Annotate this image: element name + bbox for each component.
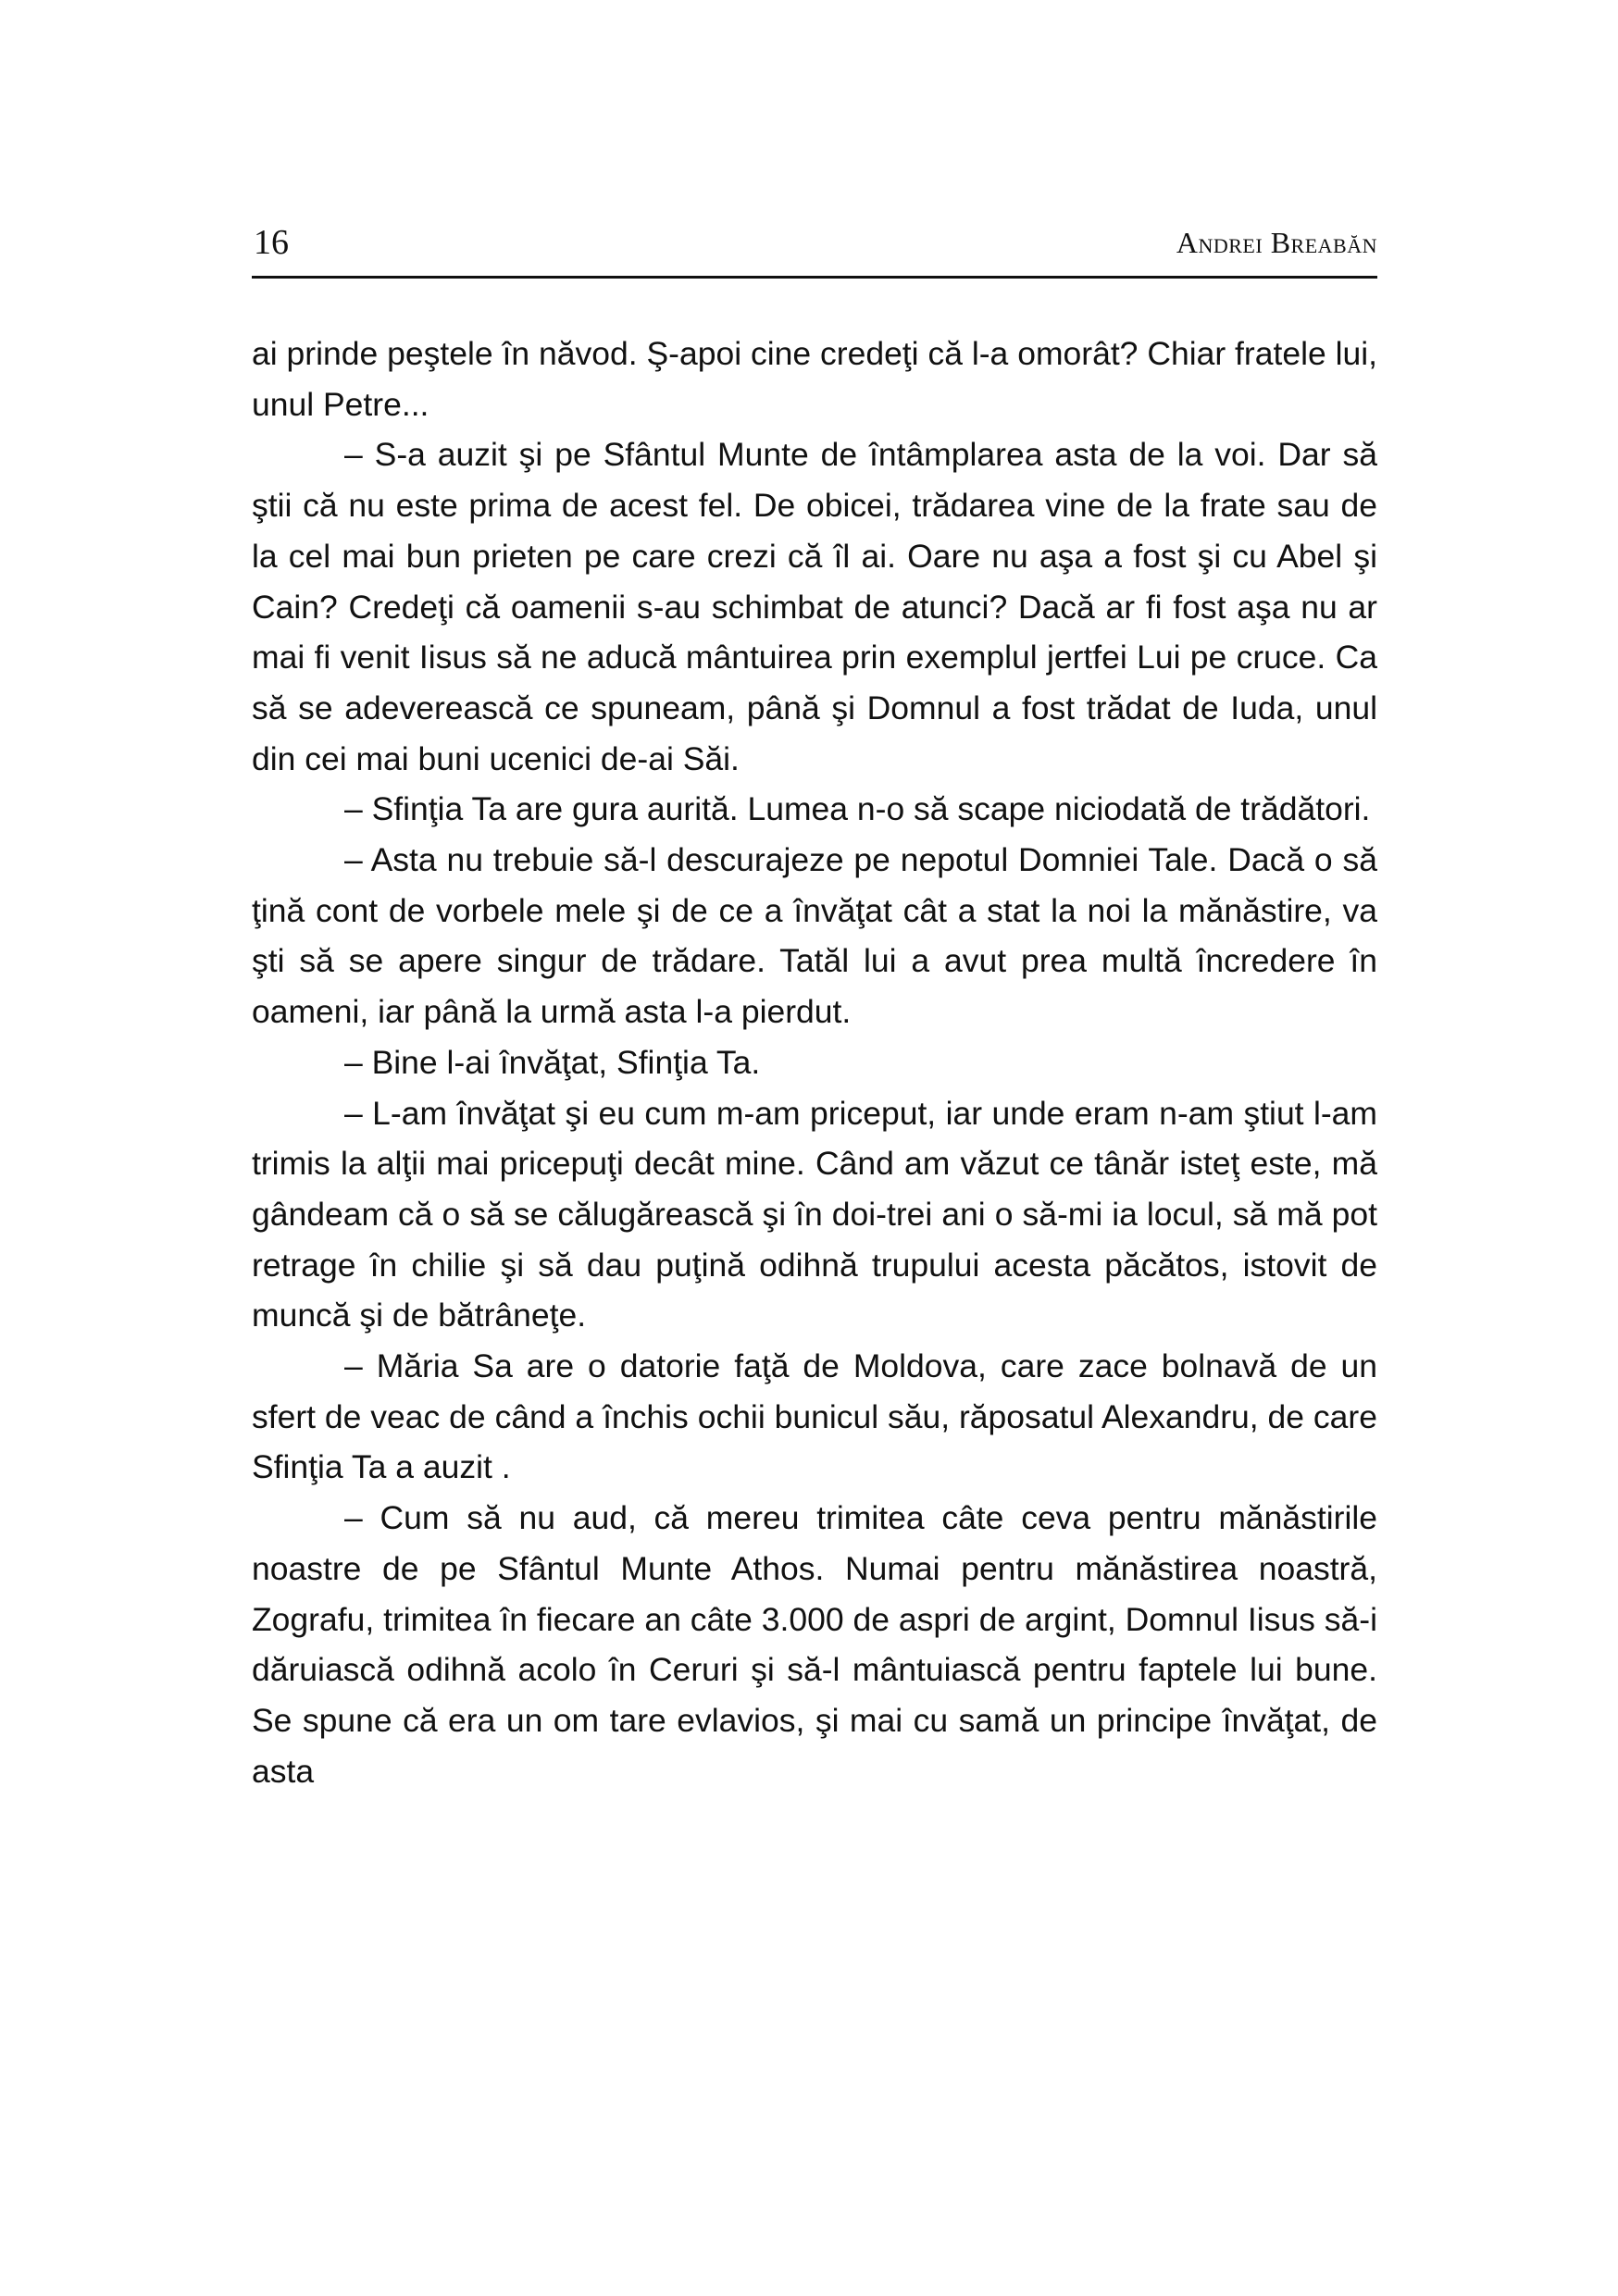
paragraph: – Asta nu trebuie să-l descurajeze pe nepotul Domniei Tale. Dacă o să ţină cont de vorbele mele şi de ce a învăţat cât a stat la noi la mănăstire, va şti să se apere singur de trădare. Tatăl lui a avut prea multă încredere în oameni, iar până la urmă asta l-a pierdut. bbox=[252, 841, 1377, 1031]
paragraph: – Sfinţia Ta are gura aurită. Lumea n-o să scape niciodată de trădători. bbox=[344, 790, 1371, 828]
running-head-author: Andrei Breabăn bbox=[1176, 226, 1377, 259]
paragraph: – Cum să nu aud, că mereu trimitea câte ceva pentru mănăstirile noastre de pe Sfântul Munte Athos. Numai pentru mănăstirea noastră, Zografu, trimitea în fiecare an câte 3.000 de aspri de argint, Domnul Iisus să-i dăruiască odihnă acolo în Ceruri şi să-l mântuiască pentru faptele lui bune. Se spune că era un om tare evlavios, şi mai cu samă un principe învăţat, de asta bbox=[252, 1499, 1377, 1790]
paragraph: ai prinde peştele în năvod. Ş-apoi cine credeţi că l-a omorât? Chiar fratele lui, unul Petre... bbox=[252, 335, 1377, 423]
body-text bbox=[252, 329, 1377, 1796]
paragraph: – L-am învăţat şi eu cum m-am priceput, iar unde eram n-am ştiut l-am trimis la alţii mai pricepuţi decât mine. Când am văzut ce tânăr isteţ este, mă gândeam că o să se călugărească şi în doi-trei ani o să-mi ia locul, să mă pot retrage în chilie şi să dau puţină odihnă trupului acesta păcătos, istovit de muncă şi de bătrâneţe. bbox=[252, 1094, 1377, 1334]
paragraph: – Măria Sa are o datorie faţă de Moldova, care zace bolnavă de un sfert de veac de când a închis ochii bunicul său, răposatul Alexandru, de care Sfinţia Ta a auzit . bbox=[252, 1347, 1377, 1486]
paragraph: – S-a auzit şi pe Sfântul Munte de întâmplarea asta de la voi. Dar să ştii că nu este prima de acest fel. De obicei, trădarea vine de la frate sau de la cel mai bun prieten pe care crezi că îl ai. Oare nu aşa a fost şi cu Abel şi Cain? Credeţi că oamenii s-au schimbat de atunci? Dacă ar fi fost aşa nu ar mai fi venit Iisus să ne aducă mântuirea prin exemplul jertfei Lui pe cruce. Ca să se adeverească ce spuneam, până şi Domnul a fost trădat de Iuda, unul din cei mai buni ucenici de-ai Săi. bbox=[252, 436, 1377, 777]
page-number: 16 bbox=[254, 223, 289, 262]
paragraph: – Bine l-ai învăţat, Sfinţia Ta. bbox=[344, 1043, 761, 1081]
page-header bbox=[252, 213, 1377, 279]
